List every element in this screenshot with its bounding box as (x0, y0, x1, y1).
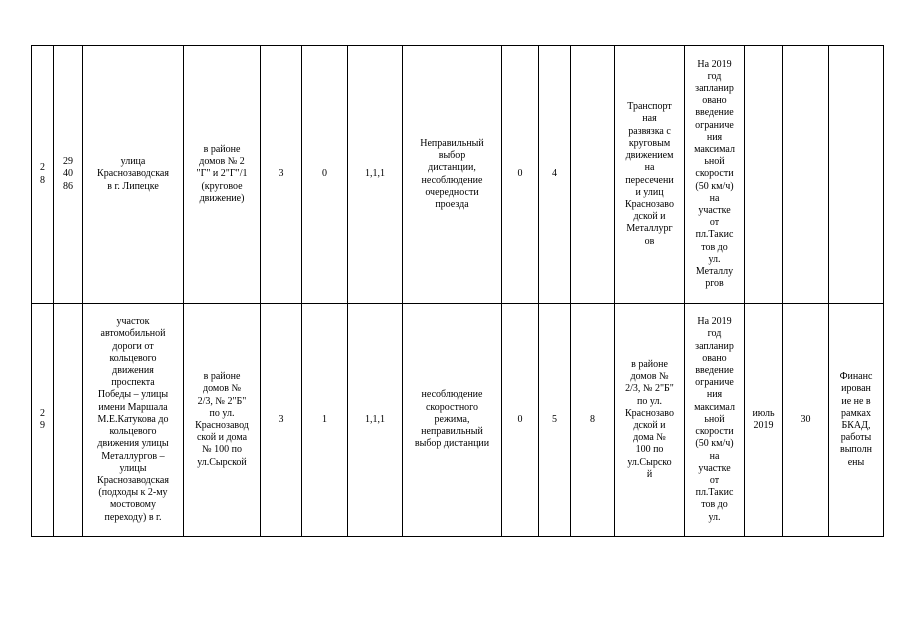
count-cell: 1,1,1 (348, 304, 403, 537)
count-cell: 30 (783, 304, 829, 537)
code-cell (54, 304, 83, 537)
count-cell: 8 (571, 304, 615, 537)
term-cell: июль 2019 (745, 304, 783, 537)
count-cell: 0 (502, 304, 539, 537)
street-cell: участок автомобильной дороги от кольцевого движения проспекта Победы – улицы имени Маршала М.Е.Катукова до кольцевого движения улицы Металлургов – улицы Краснозаводская (подходы к 2-му мостовому переходу) в г. (83, 304, 184, 537)
plan-cell: На 2019 год запланир овано введение ограниче ния максимал ьной скорости (50 км/ч) на участке от пл.Такис тов до ул. (685, 304, 745, 537)
accident-sites-table (31, 45, 884, 537)
table-row (32, 46, 884, 304)
measure-cell: Транспорт ная развязка с круговым движением на пересечени и улиц Краснозаво дской и Металлург ов (615, 46, 685, 304)
count-cell: 3 (261, 46, 302, 304)
cause-cell: несоблюдение скоростного режима, неправильный выбор дистанции (403, 304, 502, 537)
street-cell: улица Краснозаводская в г. Липецке (83, 46, 184, 304)
count-cell (783, 46, 829, 304)
location-cell: в районе домов № 2 "Г" и 2"Г"/1 (круговое движение) (184, 46, 261, 304)
count-cell: 0 (502, 46, 539, 304)
row-number-cell: 2 9 (32, 304, 54, 537)
term-cell (745, 46, 783, 304)
code-cell: 29 40 86 (54, 46, 83, 304)
count-cell (571, 46, 615, 304)
plan-cell: На 2019 год запланир овано введение ограниче ния максимал ьной скорости (50 км/ч) на участке от пл.Такис тов до ул. Металлу ргов (685, 46, 745, 304)
count-cell: 1,1,1 (348, 46, 403, 304)
measure-cell: в районе домов № 2/3, № 2"Б" по ул. Краснозаво дской и дома № 100 по ул.Сырско й (615, 304, 685, 537)
count-cell: 3 (261, 304, 302, 537)
count-cell: 1 (302, 304, 348, 537)
location-cell: в районе домов № 2/3, № 2"Б" по ул. Краснозавод ской и дома № 100 по ул.Сырской (184, 304, 261, 537)
table-row (32, 304, 884, 537)
cause-cell: Неправильный выбор дистанции, несоблюдение очередности проезда (403, 46, 502, 304)
count-cell: 0 (302, 46, 348, 304)
note-cell (829, 46, 884, 304)
row-number-cell: 2 8 (32, 46, 54, 304)
count-cell: 4 (539, 46, 571, 304)
note-cell: Финанс ирован ие не в рамках БКАД, работы выполн ены (829, 304, 884, 537)
count-cell: 5 (539, 304, 571, 537)
